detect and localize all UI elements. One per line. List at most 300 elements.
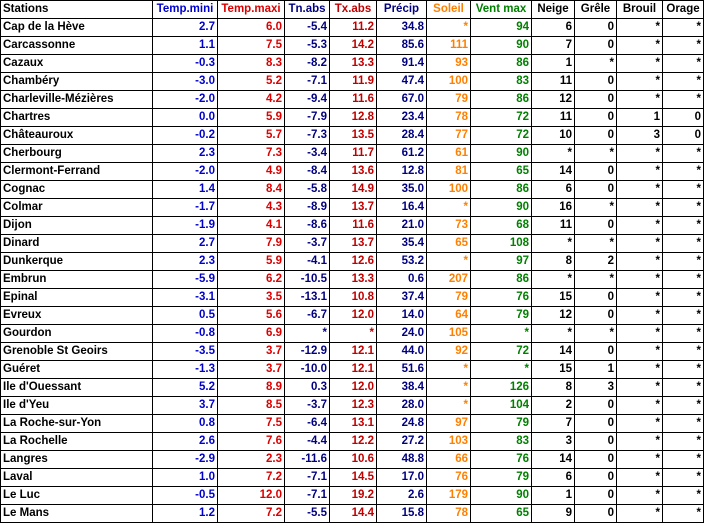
precip-cell: 91.4 bbox=[377, 55, 427, 73]
brouil-cell: * bbox=[617, 19, 663, 37]
orage-cell: * bbox=[663, 235, 704, 253]
grele-cell: 0 bbox=[575, 163, 617, 181]
temp-mini-cell: 2.3 bbox=[153, 145, 218, 163]
tx-abs-cell: 11.6 bbox=[330, 91, 377, 109]
soleil-cell: * bbox=[427, 253, 471, 271]
table-row bbox=[1, 289, 704, 307]
orage-cell: * bbox=[663, 271, 704, 289]
tn-abs-cell: -10.5 bbox=[285, 271, 330, 289]
table-row bbox=[1, 145, 704, 163]
vent-max-cell: * bbox=[471, 361, 532, 379]
grele-cell: 0 bbox=[575, 487, 617, 505]
station-name: Laval bbox=[1, 469, 153, 487]
soleil-cell: 207 bbox=[427, 271, 471, 289]
neige-cell: 6 bbox=[532, 19, 575, 37]
soleil-cell: * bbox=[427, 397, 471, 415]
tx-abs-cell: 13.3 bbox=[330, 271, 377, 289]
soleil-cell: 79 bbox=[427, 289, 471, 307]
neige-cell: 6 bbox=[532, 181, 575, 199]
table-row bbox=[1, 127, 704, 145]
neige-cell: 6 bbox=[532, 469, 575, 487]
brouil-cell: * bbox=[617, 55, 663, 73]
neige-cell: 14 bbox=[532, 163, 575, 181]
header-precip: Précip bbox=[377, 1, 427, 19]
temp-mini-cell: 2.3 bbox=[153, 253, 218, 271]
tx-abs-cell: 14.2 bbox=[330, 37, 377, 55]
orage-cell: * bbox=[663, 379, 704, 397]
temp-mini-cell: -2.0 bbox=[153, 163, 218, 181]
tx-abs-cell: 12.6 bbox=[330, 253, 377, 271]
table-row bbox=[1, 19, 704, 37]
temp-maxi-cell: 4.3 bbox=[218, 199, 285, 217]
brouil-cell: * bbox=[617, 451, 663, 469]
tn-abs-cell: -5.5 bbox=[285, 505, 330, 523]
station-name: Embrun bbox=[1, 271, 153, 289]
grele-cell: 0 bbox=[575, 307, 617, 325]
vent-max-cell: 104 bbox=[471, 397, 532, 415]
soleil-cell: * bbox=[427, 379, 471, 397]
tx-abs-cell: 13.5 bbox=[330, 127, 377, 145]
brouil-cell: * bbox=[617, 469, 663, 487]
brouil-cell: * bbox=[617, 361, 663, 379]
vent-max-cell: 90 bbox=[471, 145, 532, 163]
tx-abs-cell: 13.7 bbox=[330, 199, 377, 217]
brouil-cell: * bbox=[617, 253, 663, 271]
temp-maxi-cell: 7.5 bbox=[218, 415, 285, 433]
table-row bbox=[1, 487, 704, 505]
neige-cell: 15 bbox=[532, 361, 575, 379]
temp-maxi-cell: 6.0 bbox=[218, 19, 285, 37]
brouil-cell: * bbox=[617, 199, 663, 217]
station-name: Guéret bbox=[1, 361, 153, 379]
precip-cell: 44.0 bbox=[377, 343, 427, 361]
temp-mini-cell: -2.9 bbox=[153, 451, 218, 469]
tx-abs-cell: * bbox=[330, 325, 377, 343]
temp-maxi-cell: 4.2 bbox=[218, 91, 285, 109]
grele-cell: 0 bbox=[575, 109, 617, 127]
tx-abs-cell: 13.1 bbox=[330, 415, 377, 433]
tx-abs-cell: 12.1 bbox=[330, 361, 377, 379]
tx-abs-cell: 10.8 bbox=[330, 289, 377, 307]
precip-cell: 48.8 bbox=[377, 451, 427, 469]
temp-maxi-cell: 5.6 bbox=[218, 307, 285, 325]
table-row bbox=[1, 379, 704, 397]
station-name: Cazaux bbox=[1, 55, 153, 73]
neige-cell: 14 bbox=[532, 451, 575, 469]
neige-cell: 8 bbox=[532, 379, 575, 397]
tn-abs-cell: -5.8 bbox=[285, 181, 330, 199]
grele-cell: 0 bbox=[575, 451, 617, 469]
temp-maxi-cell: 3.5 bbox=[218, 289, 285, 307]
tx-abs-cell: 13.7 bbox=[330, 235, 377, 253]
vent-max-cell: 94 bbox=[471, 19, 532, 37]
tx-abs-cell: 12.1 bbox=[330, 343, 377, 361]
station-name: Grenoble St Geoirs bbox=[1, 343, 153, 361]
orage-cell: * bbox=[663, 325, 704, 343]
neige-cell: * bbox=[532, 145, 575, 163]
temp-mini-cell: -0.2 bbox=[153, 127, 218, 145]
vent-max-cell: 86 bbox=[471, 91, 532, 109]
vent-max-cell: 65 bbox=[471, 505, 532, 523]
table-row bbox=[1, 55, 704, 73]
grele-cell: * bbox=[575, 199, 617, 217]
temp-maxi-cell: 5.9 bbox=[218, 109, 285, 127]
soleil-cell: 65 bbox=[427, 235, 471, 253]
tn-abs-cell: -7.3 bbox=[285, 127, 330, 145]
temp-mini-cell: 2.7 bbox=[153, 235, 218, 253]
neige-cell: 11 bbox=[532, 109, 575, 127]
grele-cell: 0 bbox=[575, 433, 617, 451]
grele-cell: 0 bbox=[575, 37, 617, 55]
neige-cell: 16 bbox=[532, 199, 575, 217]
tn-abs-cell: -8.9 bbox=[285, 199, 330, 217]
neige-cell: 1 bbox=[532, 487, 575, 505]
tn-abs-cell: -6.7 bbox=[285, 307, 330, 325]
tn-abs-cell: -7.1 bbox=[285, 73, 330, 91]
tx-abs-cell: 12.0 bbox=[330, 379, 377, 397]
precip-cell: 21.0 bbox=[377, 217, 427, 235]
tx-abs-cell: 12.3 bbox=[330, 397, 377, 415]
tn-abs-cell: -4.1 bbox=[285, 253, 330, 271]
precip-cell: 47.4 bbox=[377, 73, 427, 91]
precip-cell: 24.0 bbox=[377, 325, 427, 343]
soleil-cell: * bbox=[427, 199, 471, 217]
precip-cell: 38.4 bbox=[377, 379, 427, 397]
table-row bbox=[1, 37, 704, 55]
temp-mini-cell: -3.1 bbox=[153, 289, 218, 307]
vent-max-cell: 65 bbox=[471, 163, 532, 181]
tx-abs-cell: 10.6 bbox=[330, 451, 377, 469]
orage-cell: * bbox=[663, 343, 704, 361]
temp-maxi-cell: 3.7 bbox=[218, 343, 285, 361]
grele-cell: 3 bbox=[575, 379, 617, 397]
grele-cell: 0 bbox=[575, 397, 617, 415]
soleil-cell: 73 bbox=[427, 217, 471, 235]
station-name: Langres bbox=[1, 451, 153, 469]
table-row bbox=[1, 91, 704, 109]
temp-mini-cell: 0.5 bbox=[153, 307, 218, 325]
orage-cell: * bbox=[663, 469, 704, 487]
temp-mini-cell: 1.4 bbox=[153, 181, 218, 199]
precip-cell: 14.0 bbox=[377, 307, 427, 325]
tx-abs-cell: 11.2 bbox=[330, 19, 377, 37]
temp-mini-cell: 2.7 bbox=[153, 19, 218, 37]
vent-max-cell: 86 bbox=[471, 271, 532, 289]
orage-cell: * bbox=[663, 361, 704, 379]
grele-cell: * bbox=[575, 325, 617, 343]
temp-mini-cell: 0.8 bbox=[153, 415, 218, 433]
grele-cell: * bbox=[575, 145, 617, 163]
table-row bbox=[1, 397, 704, 415]
precip-cell: 24.8 bbox=[377, 415, 427, 433]
brouil-cell: * bbox=[617, 325, 663, 343]
orage-cell: * bbox=[663, 289, 704, 307]
temp-mini-cell: -0.5 bbox=[153, 487, 218, 505]
precip-cell: 12.8 bbox=[377, 163, 427, 181]
soleil-cell: 78 bbox=[427, 505, 471, 523]
brouil-cell: * bbox=[617, 73, 663, 91]
tx-abs-cell: 14.4 bbox=[330, 505, 377, 523]
vent-max-cell: 97 bbox=[471, 253, 532, 271]
grele-cell: 0 bbox=[575, 19, 617, 37]
brouil-cell: * bbox=[617, 505, 663, 523]
temp-maxi-cell: 5.2 bbox=[218, 73, 285, 91]
grele-cell: * bbox=[575, 271, 617, 289]
table-row bbox=[1, 451, 704, 469]
tn-abs-cell: -3.4 bbox=[285, 145, 330, 163]
neige-cell: 12 bbox=[532, 91, 575, 109]
precip-cell: 35.0 bbox=[377, 181, 427, 199]
temp-mini-cell: 1.2 bbox=[153, 505, 218, 523]
neige-cell: 9 bbox=[532, 505, 575, 523]
tn-abs-cell: -3.7 bbox=[285, 235, 330, 253]
neige-cell: 11 bbox=[532, 217, 575, 235]
table-body bbox=[1, 19, 704, 523]
precip-cell: 16.4 bbox=[377, 199, 427, 217]
vent-max-cell: 79 bbox=[471, 307, 532, 325]
tx-abs-cell: 11.9 bbox=[330, 73, 377, 91]
table-row bbox=[1, 163, 704, 181]
brouil-cell: * bbox=[617, 37, 663, 55]
orage-cell: * bbox=[663, 505, 704, 523]
temp-mini-cell: -3.5 bbox=[153, 343, 218, 361]
vent-max-cell: 108 bbox=[471, 235, 532, 253]
soleil-cell: 105 bbox=[427, 325, 471, 343]
table-row bbox=[1, 415, 704, 433]
precip-cell: 15.8 bbox=[377, 505, 427, 523]
neige-cell: 3 bbox=[532, 433, 575, 451]
vent-max-cell: 79 bbox=[471, 469, 532, 487]
temp-mini-cell: 3.7 bbox=[153, 397, 218, 415]
orage-cell: * bbox=[663, 91, 704, 109]
tn-abs-cell: -8.4 bbox=[285, 163, 330, 181]
brouil-cell: * bbox=[617, 289, 663, 307]
station-name: Ile d'Yeu bbox=[1, 397, 153, 415]
table-row bbox=[1, 73, 704, 91]
table-row bbox=[1, 433, 704, 451]
neige-cell: * bbox=[532, 271, 575, 289]
neige-cell: 12 bbox=[532, 307, 575, 325]
soleil-cell: 97 bbox=[427, 415, 471, 433]
station-name: Le Mans bbox=[1, 505, 153, 523]
tx-abs-cell: 13.3 bbox=[330, 55, 377, 73]
station-name: Cherbourg bbox=[1, 145, 153, 163]
station-name: Cap de la Hève bbox=[1, 19, 153, 37]
brouil-cell: 1 bbox=[617, 109, 663, 127]
station-name: Châteauroux bbox=[1, 127, 153, 145]
tn-abs-cell: -8.6 bbox=[285, 217, 330, 235]
orage-cell: 0 bbox=[663, 109, 704, 127]
temp-maxi-cell: 7.9 bbox=[218, 235, 285, 253]
vent-max-cell: 79 bbox=[471, 415, 532, 433]
header-vent-max: Vent max bbox=[471, 1, 532, 19]
station-name: Colmar bbox=[1, 199, 153, 217]
temp-maxi-cell: 5.9 bbox=[218, 253, 285, 271]
station-name: Chambéry bbox=[1, 73, 153, 91]
temp-maxi-cell: 6.2 bbox=[218, 271, 285, 289]
tx-abs-cell: 14.9 bbox=[330, 181, 377, 199]
brouil-cell: * bbox=[617, 379, 663, 397]
temp-mini-cell: 2.6 bbox=[153, 433, 218, 451]
tx-abs-cell: 12.2 bbox=[330, 433, 377, 451]
temp-mini-cell: 1.1 bbox=[153, 37, 218, 55]
precip-cell: 61.2 bbox=[377, 145, 427, 163]
orage-cell: * bbox=[663, 37, 704, 55]
temp-maxi-cell: 7.6 bbox=[218, 433, 285, 451]
station-name: Dijon bbox=[1, 217, 153, 235]
soleil-cell: 92 bbox=[427, 343, 471, 361]
vent-max-cell: 72 bbox=[471, 109, 532, 127]
temp-maxi-cell: 7.5 bbox=[218, 37, 285, 55]
neige-cell: 1 bbox=[532, 55, 575, 73]
neige-cell: * bbox=[532, 235, 575, 253]
brouil-cell: * bbox=[617, 163, 663, 181]
neige-cell: 10 bbox=[532, 127, 575, 145]
temp-mini-cell: -3.0 bbox=[153, 73, 218, 91]
temp-maxi-cell: 5.7 bbox=[218, 127, 285, 145]
grele-cell: * bbox=[575, 235, 617, 253]
station-name: La Rochelle bbox=[1, 433, 153, 451]
tn-abs-cell: -7.1 bbox=[285, 487, 330, 505]
precip-cell: 23.4 bbox=[377, 109, 427, 127]
station-name: Carcassonne bbox=[1, 37, 153, 55]
vent-max-cell: 68 bbox=[471, 217, 532, 235]
temp-maxi-cell: 8.5 bbox=[218, 397, 285, 415]
neige-cell: 11 bbox=[532, 73, 575, 91]
brouil-cell: 3 bbox=[617, 127, 663, 145]
grele-cell: 0 bbox=[575, 469, 617, 487]
temp-mini-cell: -1.3 bbox=[153, 361, 218, 379]
temp-maxi-cell: 6.9 bbox=[218, 325, 285, 343]
station-name: Dinard bbox=[1, 235, 153, 253]
soleil-cell: 93 bbox=[427, 55, 471, 73]
neige-cell: 7 bbox=[532, 37, 575, 55]
tn-abs-cell: -11.6 bbox=[285, 451, 330, 469]
tx-abs-cell: 12.8 bbox=[330, 109, 377, 127]
tx-abs-cell: 11.7 bbox=[330, 145, 377, 163]
precip-cell: 37.4 bbox=[377, 289, 427, 307]
soleil-cell: 78 bbox=[427, 109, 471, 127]
orage-cell: * bbox=[663, 73, 704, 91]
station-name: Cognac bbox=[1, 181, 153, 199]
temp-maxi-cell: 7.2 bbox=[218, 469, 285, 487]
orage-cell: * bbox=[663, 181, 704, 199]
grele-cell: 0 bbox=[575, 343, 617, 361]
brouil-cell: * bbox=[617, 181, 663, 199]
soleil-cell: 64 bbox=[427, 307, 471, 325]
grele-cell: 0 bbox=[575, 505, 617, 523]
tn-abs-cell: -10.0 bbox=[285, 361, 330, 379]
station-name: Epinal bbox=[1, 289, 153, 307]
neige-cell: * bbox=[532, 325, 575, 343]
orage-cell: * bbox=[663, 433, 704, 451]
tx-abs-cell: 19.2 bbox=[330, 487, 377, 505]
tn-abs-cell: -7.9 bbox=[285, 109, 330, 127]
grele-cell: 1 bbox=[575, 361, 617, 379]
precip-cell: 53.2 bbox=[377, 253, 427, 271]
tx-abs-cell: 14.5 bbox=[330, 469, 377, 487]
precip-cell: 27.2 bbox=[377, 433, 427, 451]
tx-abs-cell: 12.0 bbox=[330, 307, 377, 325]
precip-cell: 28.4 bbox=[377, 127, 427, 145]
brouil-cell: * bbox=[617, 271, 663, 289]
brouil-cell: * bbox=[617, 433, 663, 451]
grele-cell: 0 bbox=[575, 181, 617, 199]
brouil-cell: * bbox=[617, 145, 663, 163]
soleil-cell: 100 bbox=[427, 73, 471, 91]
brouil-cell: * bbox=[617, 397, 663, 415]
grele-cell: 0 bbox=[575, 289, 617, 307]
vent-max-cell: 86 bbox=[471, 55, 532, 73]
table-row bbox=[1, 361, 704, 379]
soleil-cell: 77 bbox=[427, 127, 471, 145]
vent-max-cell: 90 bbox=[471, 199, 532, 217]
orage-cell: * bbox=[663, 145, 704, 163]
precip-cell: 34.8 bbox=[377, 19, 427, 37]
grele-cell: * bbox=[575, 55, 617, 73]
temp-mini-cell: -2.0 bbox=[153, 91, 218, 109]
temp-maxi-cell: 4.1 bbox=[218, 217, 285, 235]
tx-abs-cell: 11.6 bbox=[330, 217, 377, 235]
table-header-row bbox=[1, 1, 704, 19]
vent-max-cell: 90 bbox=[471, 37, 532, 55]
soleil-cell: 179 bbox=[427, 487, 471, 505]
soleil-cell: 76 bbox=[427, 469, 471, 487]
station-name: Ile d'Ouessant bbox=[1, 379, 153, 397]
header-grele: Grêle bbox=[575, 1, 617, 19]
station-name: Gourdon bbox=[1, 325, 153, 343]
precip-cell: 67.0 bbox=[377, 91, 427, 109]
soleil-cell: 103 bbox=[427, 433, 471, 451]
tn-abs-cell: -3.7 bbox=[285, 397, 330, 415]
temp-mini-cell: -0.3 bbox=[153, 55, 218, 73]
orage-cell: * bbox=[663, 397, 704, 415]
soleil-cell: 79 bbox=[427, 91, 471, 109]
header-temp-mini: Temp.mini bbox=[153, 1, 218, 19]
station-name: Clermont-Ferrand bbox=[1, 163, 153, 181]
brouil-cell: * bbox=[617, 235, 663, 253]
temp-maxi-cell: 4.9 bbox=[218, 163, 285, 181]
table-row bbox=[1, 325, 704, 343]
brouil-cell: * bbox=[617, 343, 663, 361]
grele-cell: 0 bbox=[575, 415, 617, 433]
header-brouil: Brouil bbox=[617, 1, 663, 19]
orage-cell: * bbox=[663, 307, 704, 325]
temp-mini-cell: -1.7 bbox=[153, 199, 218, 217]
vent-max-cell: 76 bbox=[471, 451, 532, 469]
tn-abs-cell: * bbox=[285, 325, 330, 343]
tn-abs-cell: -6.4 bbox=[285, 415, 330, 433]
tx-abs-cell: 13.6 bbox=[330, 163, 377, 181]
tn-abs-cell: -12.9 bbox=[285, 343, 330, 361]
orage-cell: * bbox=[663, 217, 704, 235]
soleil-cell: 81 bbox=[427, 163, 471, 181]
temp-maxi-cell: 3.7 bbox=[218, 361, 285, 379]
table-row bbox=[1, 235, 704, 253]
soleil-cell: 61 bbox=[427, 145, 471, 163]
table-row bbox=[1, 181, 704, 199]
brouil-cell: * bbox=[617, 487, 663, 505]
station-name: Le Luc bbox=[1, 487, 153, 505]
soleil-cell: 100 bbox=[427, 181, 471, 199]
orage-cell: * bbox=[663, 55, 704, 73]
vent-max-cell: 86 bbox=[471, 181, 532, 199]
vent-max-cell: 126 bbox=[471, 379, 532, 397]
temp-mini-cell: -1.9 bbox=[153, 217, 218, 235]
brouil-cell: * bbox=[617, 415, 663, 433]
grele-cell: 2 bbox=[575, 253, 617, 271]
neige-cell: 8 bbox=[532, 253, 575, 271]
